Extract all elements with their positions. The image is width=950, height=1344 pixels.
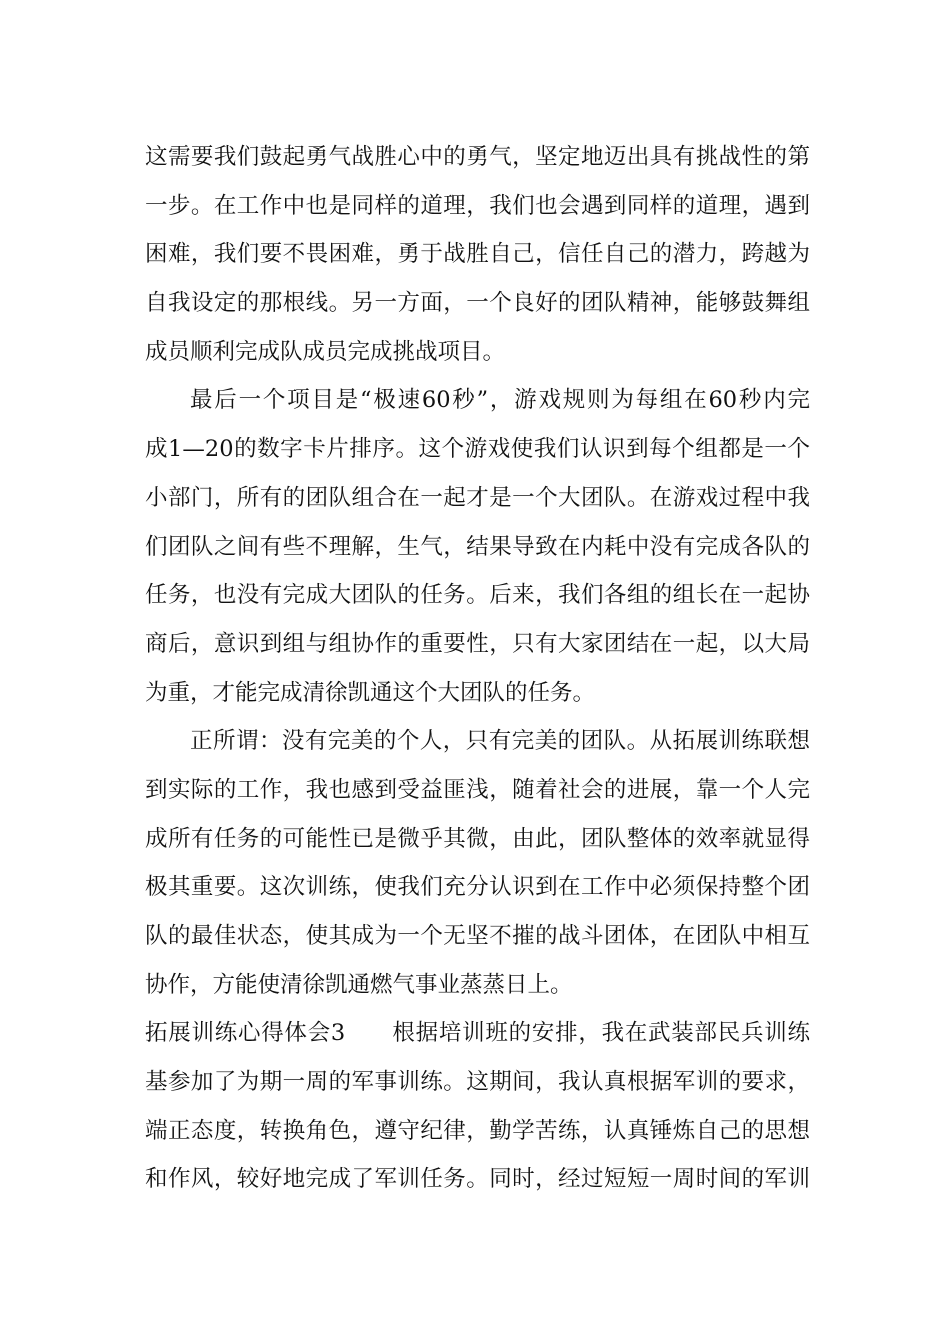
- text-line: 成所有任务的可能性已是微乎其微，由此，团队整体的效率就显得: [145, 825, 810, 852]
- text-line: 成员顺利完成队成员完成挑战项目。: [145, 338, 506, 365]
- text-line: 任务，也没有完成大团队的任务。后来，我们各组的组长在一起协: [145, 582, 810, 609]
- text-line: 和作风，较好地完成了军训任务。同时，经过短短一周时间的军训: [145, 1166, 810, 1193]
- text-line: 商后，意识到组与组协作的重要性，只有大家团结在一起，以大局: [145, 630, 810, 657]
- body-text: [145, 133, 810, 1204]
- text-line: 们团队之间有些不理解，生气，结果导致在内耗中没有完成各队的: [145, 533, 810, 560]
- section-heading-line: 拓展训练心得体会3 根据培训班的安排，我在武装部民兵训练: [145, 1020, 810, 1047]
- text-line: 自我设定的那根线。另一方面，一个良好的团队精神，能够鼓舞组: [145, 290, 810, 317]
- text-line: 小部门，所有的团队组合在一起才是一个大团队。在游戏过程中我: [145, 484, 810, 511]
- text-line: 端正态度，转换角色，遵守纪律，勤学苦练，认真锤炼自己的思想: [145, 1117, 810, 1144]
- text-line: 一步。在工作中也是同样的道理，我们也会遇到同样的道理，遇到: [145, 192, 810, 219]
- text-line: 基参加了为期一周的军事训练。这期间，我认真根据军训的要求，: [145, 1069, 810, 1096]
- text-line: 成1—20的数字卡片排序。这个游戏使我们认识到每个组都是一个: [145, 436, 810, 463]
- text-line: 为重，才能完成清徐凯通这个大团队的任务。: [145, 679, 596, 706]
- text-line: 极其重要。这次训练，使我们充分认识到在工作中必须保持整个团: [145, 874, 810, 901]
- text-line: 这需要我们鼓起勇气战胜心中的勇气，坚定地迈出具有挑战性的第: [145, 144, 810, 170]
- text-line: 队的最佳状态，使其成为一个无坚不摧的战斗团体，在团队中相互: [145, 923, 810, 949]
- text-line: 到实际的工作，我也感到受益匪浅，随着社会的进展，靠一个人完: [145, 776, 810, 803]
- text-line: 协作，方能使清徐凯通燃气事业蒸蒸日上。: [145, 971, 573, 998]
- text-line: 困难，我们要不畏困难，勇于战胜自己，信任自己的潜力，跨越为: [145, 241, 810, 268]
- text-line: 正所谓：没有完美的个人，只有完美的团队。从拓展训练联想: [190, 728, 810, 755]
- text-line: 最后一个项目是“极速60秒”，游戏规则为每组在60秒内完: [190, 387, 810, 414]
